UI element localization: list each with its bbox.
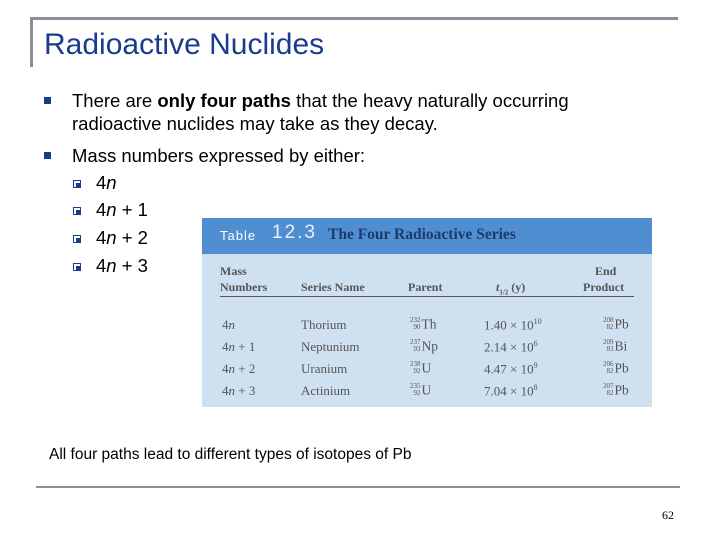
table-cell-series: Neptunium [301, 339, 360, 354]
table-cell-halflife: $2.14 \times 10^6$ [484, 339, 538, 355]
sub-bullet-marker [73, 263, 81, 271]
table-cell-mass: 4n [222, 317, 235, 332]
sub-bullet-marker [73, 235, 81, 243]
table-label-number: 12.3 [272, 222, 317, 243]
table-cell-end-product: 207 82Pb [603, 382, 629, 398]
sub-item-2: 4n + 1 [96, 199, 148, 220]
table-cell-halflife: $1.40 \times 10^{10}$ [484, 317, 542, 333]
caption-text: All four paths lead to different types of isotopes of Pb [49, 446, 412, 463]
table-title: The Four Radioactive Series [328, 226, 516, 243]
table-header-bar [202, 218, 652, 254]
table-cell-parent: 235 92U [410, 382, 432, 398]
radioactive-series-table [202, 218, 652, 407]
col-header-end-1: End [595, 264, 617, 278]
table-cell-mass: 4n + 1 [222, 339, 256, 354]
title-frame-left-rule [30, 17, 33, 67]
table-cell-mass: 4n + 2 [222, 361, 256, 376]
table-cell-end-product: 209 83Bi [603, 338, 628, 354]
sub-item-1: 4n [96, 172, 117, 193]
slide-title: Radioactive Nuclides [44, 28, 325, 61]
table-cell-series: Actinium [301, 383, 351, 398]
footer-rule [36, 486, 680, 488]
table-cell-halflife: $4.47 \times 10^9$ [484, 361, 538, 377]
bullet-2-text: Mass numbers expressed by either: [72, 145, 366, 166]
sub-bullet-marker [73, 207, 81, 215]
table-cell-parent: 237 93Np [410, 338, 438, 354]
bullet-1-line-1 [72, 90, 569, 112]
table-cell-series: Uranium [301, 361, 348, 376]
table-cell-parent: 238 92U [410, 360, 432, 376]
col-header-mass-2: Numbers [220, 280, 268, 294]
col-header-mass-1: Mass [220, 264, 247, 278]
col-header-end-2: Product [583, 280, 625, 294]
sub-item-4: 4n + 3 [96, 255, 148, 276]
sub-item-3: 4n + 2 [96, 227, 148, 248]
bullet-1-prefix: There are [72, 90, 158, 111]
bullet-1-suffix: that the heavy naturally occurring [290, 90, 569, 111]
bullet-1-emphasis: only four paths [157, 90, 291, 111]
table-cell-end-product: 206 82Pb [603, 360, 629, 376]
bullet-1-line-2: radioactive nuclides may take as they decay. [72, 113, 438, 134]
table-cell-parent: 232 90Th [410, 316, 437, 332]
table-cell-halflife: $7.04 \times 10^8$ [484, 383, 538, 399]
title-frame-top-rule [30, 17, 678, 20]
table-cell-mass: 4n + 3 [222, 383, 256, 398]
table-cell-series: Thorium [301, 317, 347, 332]
col-header-parent: Parent [408, 280, 443, 294]
sub-bullet-marker [73, 180, 81, 188]
col-header-series: Series Name [301, 280, 365, 294]
table-cell-end-product: 208 82Pb [603, 316, 629, 332]
col-header-halflife: $t_{1/2}$ (y) [496, 280, 526, 297]
table-label-word: Table [220, 228, 257, 243]
header-rule [220, 296, 634, 297]
bullet-marker [44, 97, 51, 104]
page-number: 62 [662, 508, 674, 522]
bullet-marker [44, 152, 51, 159]
